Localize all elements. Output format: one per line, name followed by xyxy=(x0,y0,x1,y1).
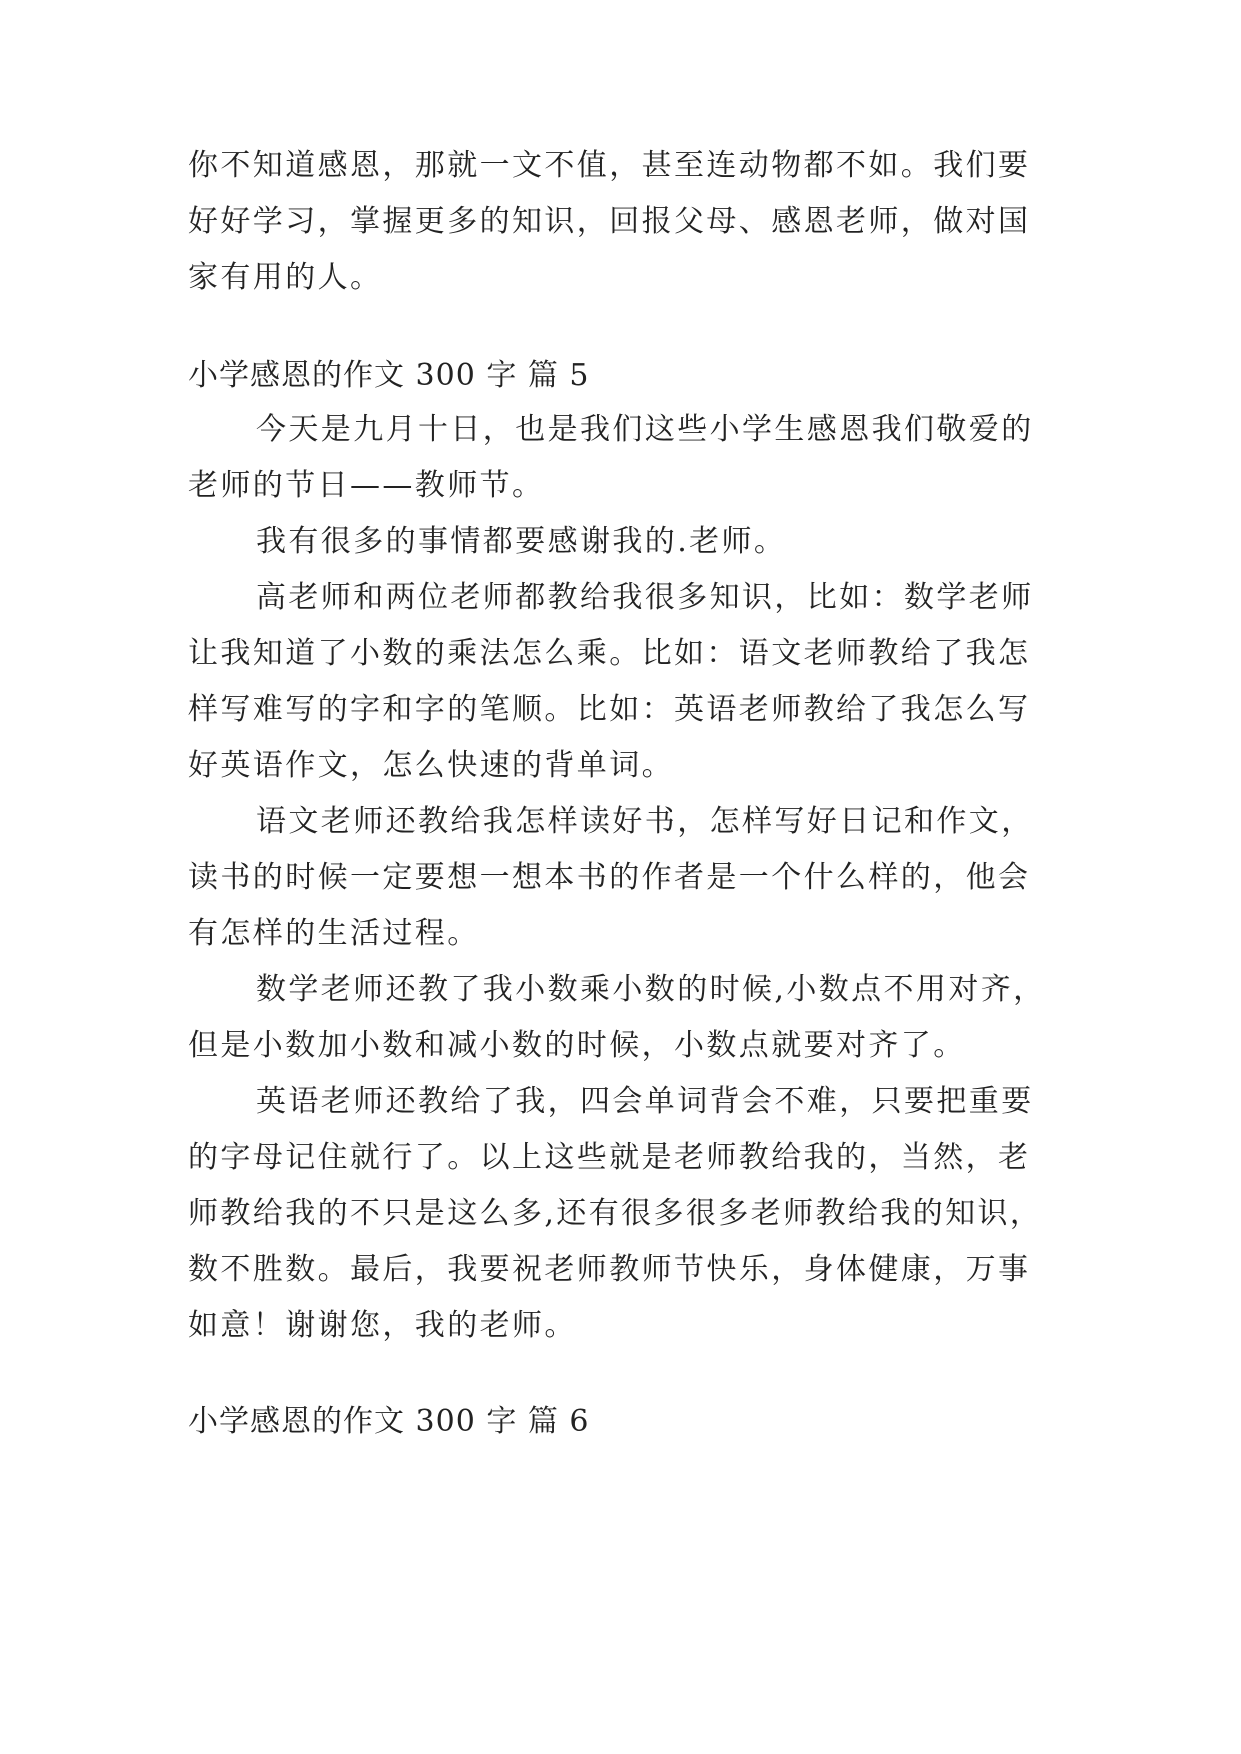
paragraph-line: 样写难写的字和字的笔顺。比如：英语老师教给了我怎么写 xyxy=(188,692,1031,727)
paragraph-line: 好英语作文，怎么快速的背单词。 xyxy=(188,748,674,783)
paragraph-line: 你不知道感恩，那就一文不值，甚至连动物都不如。我们要 xyxy=(188,148,1031,183)
essay-heading: 小学感恩的作文 300 字 篇 5 xyxy=(188,358,590,393)
paragraph-line: 但是小数加小数和减小数的时候，小数点就要对齐了。 xyxy=(188,1028,966,1063)
paragraph-line: 好好学习，掌握更多的知识，回报父母、感恩老师，做对国 xyxy=(188,204,1031,239)
essay-heading: 小学感恩的作文 300 字 篇 6 xyxy=(188,1404,590,1439)
paragraph-line: 英语老师还教给了我，四会单词背会不难，只要把重要 xyxy=(256,1084,1034,1119)
paragraph-line: 家有用的人。 xyxy=(188,260,383,295)
paragraph-line: 数不胜数。最后，我要祝老师教师节快乐，身体健康，万事 xyxy=(188,1252,1031,1287)
paragraph-line: 数学老师还教了我小数乘小数的时候,小数点不用对齐， xyxy=(256,972,1046,1007)
paragraph-line: 读书的时候一定要想一想本书的作者是一个什么样的，他会 xyxy=(188,860,1031,895)
paragraph-line: 有怎样的生活过程。 xyxy=(188,916,480,951)
paragraph-line: 的字母记住就行了。以上这些就是老师教给我的，当然，老 xyxy=(188,1140,1031,1175)
paragraph-line: 高老师和两位老师都教给我很多知识，比如：数学老师 xyxy=(256,580,1034,615)
paragraph-line: 老师的节日——教师节。 xyxy=(188,468,545,503)
paragraph-line: 如意！谢谢您，我的老师。 xyxy=(188,1308,577,1343)
paragraph-line: 今天是九月十日，也是我们这些小学生感恩我们敬爱的 xyxy=(256,412,1034,447)
paragraph-line: 师教给我的不只是这么多,还有很多很多老师教给我的知识， xyxy=(188,1196,1043,1231)
paragraph-line: 让我知道了小数的乘法怎么乘。比如：语文老师教给了我怎 xyxy=(188,636,1031,671)
paragraph-line: 语文老师还教给我怎样读好书，怎样写好日记和作文， xyxy=(256,804,1034,839)
paragraph-line: 我有很多的事情都要感谢我的.老师。 xyxy=(256,524,787,559)
